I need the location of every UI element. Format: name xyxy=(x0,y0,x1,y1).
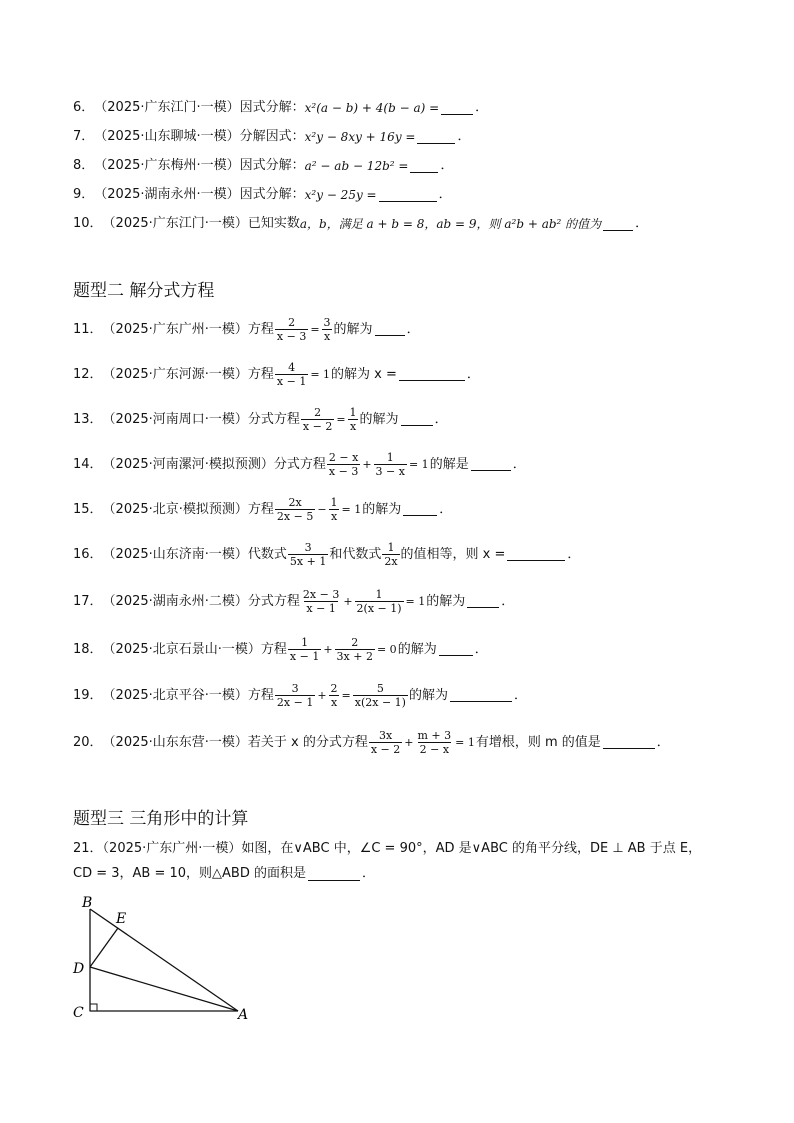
problem-number: 10． xyxy=(73,216,103,231)
problem-expression: x²(a − b) + 4(b − a) = xyxy=(304,101,440,115)
denominator: 3 − x xyxy=(375,465,405,478)
problem-21-line2 xyxy=(73,866,375,882)
denominator: x − 1 xyxy=(306,602,336,615)
denominator: 3x + 2 xyxy=(336,650,373,663)
problem-number: 18． xyxy=(73,641,103,657)
right-hand-side: = 0 xyxy=(376,642,397,656)
label-a: A xyxy=(238,1007,249,1023)
problem-source: （2025·山东东营·一模）若关于 x 的分式方程 xyxy=(102,734,368,750)
numerator: 2 xyxy=(330,682,338,695)
denominator: x xyxy=(330,510,338,523)
question-text: 的解为 xyxy=(362,501,402,517)
problem-12 xyxy=(73,361,480,388)
answer-blank[interactable] xyxy=(441,102,473,115)
numerator: 1 xyxy=(386,451,394,464)
problem-source: （2025·河南漯河·模拟预测）分式方程 xyxy=(102,456,326,472)
problem-7 xyxy=(73,129,470,145)
problem-16 xyxy=(73,541,580,568)
fraction xyxy=(382,541,399,568)
problem-number: 8． xyxy=(73,158,95,173)
denominator: x(2x − 1) xyxy=(354,696,406,709)
fraction xyxy=(322,316,333,343)
equals-sign: = xyxy=(336,412,346,426)
problem-21-line1 xyxy=(73,841,701,857)
numerator: 2x − 3 xyxy=(302,588,340,601)
problem-number: 12． xyxy=(73,366,103,382)
problem-number: 20． xyxy=(73,734,103,750)
question-text: 有增根，则 m 的值是 xyxy=(475,734,601,750)
period: ． xyxy=(474,641,488,657)
fraction xyxy=(353,682,408,709)
problem-source: （2025·广东广州·一模）方程 xyxy=(102,321,274,337)
period: ． xyxy=(656,734,670,750)
period: ． xyxy=(567,546,581,562)
period: ． xyxy=(512,456,526,472)
problem-expression: a² − ab − 12b² = xyxy=(304,159,409,173)
answer-blank[interactable] xyxy=(467,595,499,608)
problem-source: （2025·山东聊城·一模）分解因式： xyxy=(94,129,305,144)
answer-blank[interactable] xyxy=(471,458,511,471)
label-b: B xyxy=(82,895,93,911)
period: ． xyxy=(457,129,471,144)
answer-blank[interactable] xyxy=(375,323,405,336)
problem-14 xyxy=(73,451,526,478)
numerator: 4 xyxy=(288,361,296,374)
segment-ad xyxy=(90,967,238,1011)
problem-expression: x²y − 8xy + 16y = xyxy=(304,130,416,144)
question-text: 的解为 xyxy=(408,687,448,703)
fraction xyxy=(329,496,340,523)
triangle-figure xyxy=(70,893,260,1023)
question-text: 的解为 xyxy=(359,411,399,427)
fraction xyxy=(301,588,341,615)
fraction xyxy=(416,729,454,756)
denominator: x − 2 xyxy=(370,743,401,756)
denominator: 2 − x xyxy=(419,743,450,756)
answer-blank[interactable] xyxy=(403,503,437,516)
problem-text: 21．（2025·广东广州·一模）如图，在∨ABC 中，∠C = 90°，AD 是∨ABC 的角平分线，DE ⊥ AB 于点 E， xyxy=(73,841,702,856)
fraction xyxy=(275,682,315,709)
problem-source: （2025·广东江门·一模）因式分解： xyxy=(94,100,305,115)
problem-10 xyxy=(73,216,648,232)
plus-sign: + xyxy=(317,688,327,702)
period: ． xyxy=(501,593,515,609)
numerator: 1 xyxy=(330,496,338,509)
denominator: x − 1 xyxy=(289,650,320,663)
denominator: x − 3 xyxy=(276,330,307,343)
denominator: 5x + 1 xyxy=(289,555,327,568)
fraction xyxy=(374,451,407,478)
label-c: C xyxy=(73,1005,84,1021)
problem-number: 16． xyxy=(73,546,103,562)
label-e: E xyxy=(116,911,127,927)
answer-blank[interactable] xyxy=(507,548,565,561)
answer-blank[interactable] xyxy=(603,736,655,749)
denominator: x xyxy=(323,330,331,343)
numerator: 1 xyxy=(349,406,357,419)
plus-sign: + xyxy=(362,457,372,471)
denominator: x − 1 xyxy=(276,375,307,388)
question-text: 的值相等，则 x = xyxy=(400,546,506,562)
problem-11 xyxy=(73,316,420,343)
label-d: D xyxy=(73,961,85,977)
plus-sign: + xyxy=(343,594,353,608)
problem-source: （2025·山东济南·一模）代数式 xyxy=(102,546,287,562)
numerator: 2 xyxy=(288,316,296,329)
problem-13 xyxy=(73,406,448,433)
period: ． xyxy=(439,501,453,517)
numerator: 1 xyxy=(375,588,383,601)
problem-number: 14． xyxy=(73,456,103,472)
answer-blank[interactable] xyxy=(450,689,512,702)
answer-blank[interactable] xyxy=(410,160,438,173)
problem-number: 15． xyxy=(73,501,103,517)
answer-blank[interactable] xyxy=(399,368,465,381)
problem-source: （2025·湖南永州·二模）分式方程 xyxy=(102,593,300,609)
period: ． xyxy=(438,187,452,202)
period: ． xyxy=(475,100,489,115)
denominator: 2x − 5 xyxy=(276,510,314,523)
question-text: 的解为 xyxy=(426,593,466,609)
numerator: 3 xyxy=(323,316,331,329)
right-hand-side: = 1 xyxy=(455,735,475,749)
denominator: 2(x − 1) xyxy=(356,602,402,615)
problem-17 xyxy=(73,588,514,615)
right-hand-side: = 1 xyxy=(408,457,429,471)
problem-6 xyxy=(73,100,488,116)
numerator: m + 3 xyxy=(417,729,452,742)
numerator: 2 xyxy=(351,636,359,649)
question-text: 的解为 xyxy=(333,321,373,337)
section-heading-2: 题型二 解分式方程 xyxy=(73,281,215,301)
denominator: 2x − 1 xyxy=(276,696,314,709)
numerator: 2x xyxy=(288,496,302,509)
denominator: 2x xyxy=(384,555,398,568)
fraction xyxy=(327,451,360,478)
period: ． xyxy=(513,687,527,703)
numerator: 3 xyxy=(304,541,312,554)
question-text: 的解为 x = xyxy=(331,366,397,382)
problem-expression: x²y − 25y = xyxy=(304,188,377,202)
period: ． xyxy=(466,366,480,382)
minus-sign: − xyxy=(317,502,327,516)
fraction xyxy=(355,588,404,615)
problem-9 xyxy=(73,187,452,203)
connector-text: 和代数式 xyxy=(329,546,382,562)
right-hand-side: = 1 xyxy=(341,502,362,516)
period: ． xyxy=(406,321,420,337)
denominator: x − 2 xyxy=(302,420,333,433)
period: ． xyxy=(635,216,649,231)
problem-number: 13． xyxy=(73,411,103,427)
numerator: 1 xyxy=(387,541,395,554)
problem-number: 7． xyxy=(73,129,95,144)
equals-sign: = xyxy=(310,322,320,336)
problem-source: （2025·北京平谷·一模）方程 xyxy=(102,687,274,703)
problem-expression: a，b，满足 a + b = 8，ab = 9，则 a²b + ab² 的值为 xyxy=(299,217,602,231)
period: ． xyxy=(361,866,375,881)
answer-blank[interactable] xyxy=(308,868,360,881)
section-heading-3: 题型三 三角形中的计算 xyxy=(73,809,249,829)
fraction xyxy=(348,406,359,433)
numerator: 3x xyxy=(378,729,393,742)
fraction xyxy=(275,361,308,388)
problem-source: （2025·北京石景山·一模）方程 xyxy=(102,641,287,657)
numerator: 2 − x xyxy=(328,451,359,464)
answer-blank[interactable] xyxy=(417,131,455,144)
right-angle-mark xyxy=(90,1004,97,1011)
question-text: 的解是 xyxy=(429,456,469,472)
problem-18 xyxy=(73,636,488,663)
problem-source: （2025·广东江门·一模）已知实数 xyxy=(102,216,300,231)
problem-number: 9． xyxy=(73,187,95,202)
numerator: 3 xyxy=(291,682,299,695)
fraction xyxy=(329,682,340,709)
problem-15 xyxy=(73,496,452,523)
fraction xyxy=(288,636,321,663)
equals-sign: = xyxy=(341,688,351,702)
side-ab xyxy=(90,909,238,1011)
problem-number: 17． xyxy=(73,593,103,609)
numerator: 2 xyxy=(314,406,322,419)
numerator: 5 xyxy=(376,682,384,695)
problem-source: （2025·广东河源·一模）方程 xyxy=(102,366,274,382)
question-text: 的解为 xyxy=(397,641,437,657)
problem-number: 11． xyxy=(73,321,103,337)
answer-blank[interactable] xyxy=(439,643,473,656)
problem-source: （2025·河南周口·一模）分式方程 xyxy=(102,411,300,427)
problem-source: （2025·广东梅州·一模）因式分解： xyxy=(94,158,305,173)
fraction xyxy=(335,636,375,663)
problem-number: 19． xyxy=(73,687,103,703)
right-hand-side: = 1 xyxy=(405,594,426,608)
problem-number: 6． xyxy=(73,100,95,115)
fraction xyxy=(275,316,308,343)
problem-source: （2025·北京·模拟预测）方程 xyxy=(102,501,274,517)
denominator: x − 3 xyxy=(328,465,359,478)
problem-text: CD = 3，AB = 10，则△ABD 的面积是 xyxy=(73,866,306,881)
problem-19 xyxy=(73,682,527,709)
problem-20 xyxy=(73,729,670,756)
answer-blank[interactable] xyxy=(401,413,433,426)
plus-sign: + xyxy=(323,642,333,656)
period: ． xyxy=(434,411,448,427)
fraction xyxy=(369,729,402,756)
numerator: 1 xyxy=(301,636,309,649)
denominator: x xyxy=(349,420,357,433)
answer-blank[interactable] xyxy=(603,218,633,231)
segment-de xyxy=(90,928,118,967)
denominator: x xyxy=(330,696,338,709)
problem-source: （2025·湖南永州·一模）因式分解： xyxy=(94,187,305,202)
problem-8 xyxy=(73,158,453,174)
plus-sign: + xyxy=(404,735,414,749)
fraction xyxy=(288,541,328,568)
fraction xyxy=(275,496,315,523)
right-hand-side: = 1 xyxy=(310,367,331,381)
period: ． xyxy=(440,158,454,173)
fraction xyxy=(301,406,334,433)
answer-blank[interactable] xyxy=(379,189,437,202)
